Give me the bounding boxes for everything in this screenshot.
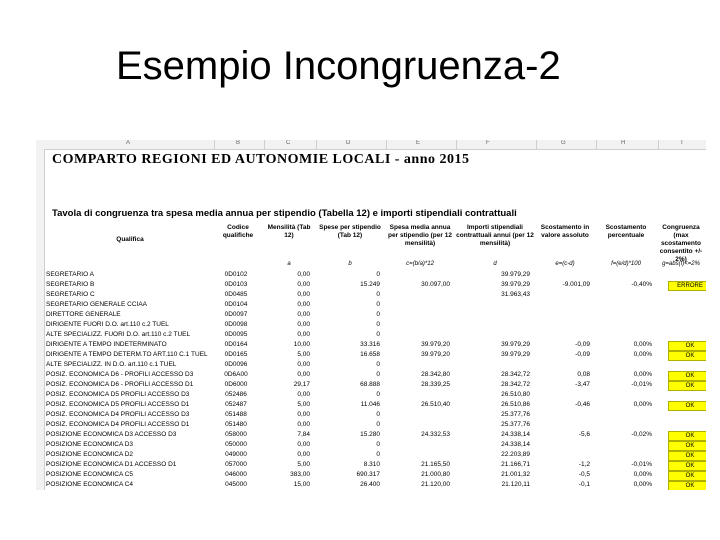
congruence-badge[interactable]: OK [668,441,706,451]
cell-q[interactable]: POSIZ. ECONOMICA D4 PROFILI ACCESSO D1 [46,421,190,428]
congruence-badge[interactable]: OK [668,381,706,391]
column-header: Spese per stipendio (Tab 12) [319,224,381,239]
cell-code[interactable]: 057000 [225,461,247,468]
cell-imp[interactable]: 39.979,29 [501,271,530,278]
cell-q[interactable]: POSIZIONE ECONOMICA D3 ACCESSO D3 [46,431,177,438]
cell-scost[interactable]: -1,2 [578,461,590,468]
cell-q[interactable]: SEGRETARIO GENERALE CCIAA [46,301,148,308]
cell-scost[interactable]: -0,09 [575,351,590,358]
cell-scost[interactable]: -9.001,09 [562,281,590,288]
table-row[interactable] [46,390,706,400]
cell-spese[interactable]: 0 [376,331,380,338]
cell-scost[interactable]: 0,08 [577,371,590,378]
cell-q[interactable]: POSIZ. ECONOMICA D6 - PROFILI ACCESSO D3 [46,371,194,378]
cell-perc[interactable]: -0,01% [631,381,652,388]
cell-mens[interactable]: 5,00 [297,461,310,468]
cell-q[interactable]: POSIZ. ECONOMICA D5 PROFILI ACCESSO D1 [46,401,190,408]
congruence-badge[interactable]: OK [668,471,706,481]
cell-q[interactable]: POSIZ. ECONOMICA D5 PROFILI ACCESSO D3 [46,391,190,398]
column-formula: c=(b/a)*12 [406,261,434,267]
column-formula: b [348,261,352,267]
cell-code[interactable]: 0D0098 [224,321,248,328]
cell-code[interactable]: 0D0104 [224,301,248,308]
cell-perc[interactable]: 0,00% [633,371,652,378]
cell-media[interactable]: 26.510,40 [421,401,450,408]
cell-spese[interactable]: 0 [376,371,380,378]
cell-spese[interactable]: 68.888 [360,381,380,388]
cell-imp[interactable]: 25.377,76 [501,421,530,428]
cell-code[interactable]: 0D0164 [224,341,248,348]
cell-mens[interactable]: 5,00 [297,351,310,358]
cell-code[interactable]: 051480 [225,421,247,428]
cell-spese[interactable]: 0 [376,321,380,328]
column-letter-a[interactable]: A [126,140,131,146]
cell-imp[interactable]: 24.338,14 [501,441,530,448]
cell-mens[interactable]: 0,00 [297,291,310,298]
table-row[interactable] [46,350,706,360]
cell-perc[interactable]: 0,00% [633,341,652,348]
table-row[interactable] [46,320,706,330]
column-header: Importi stipendiali contrattuali annui (per 12 mensilità) [456,224,534,247]
column-formula: a [287,261,291,267]
cell-imp[interactable]: 26.510,86 [501,401,530,408]
cell-perc[interactable]: 0,00% [633,471,652,478]
table-row[interactable] [46,410,706,420]
cell-spese[interactable]: 0 [376,301,380,308]
grid-line [658,140,659,149]
cell-media[interactable]: 24.332,53 [421,431,450,438]
column-header: Codice qualifiche [222,224,254,239]
cell-code[interactable]: 046000 [225,471,247,478]
table-row[interactable] [46,310,706,320]
cell-q[interactable]: ALTE SPECIALIZZ. FUORI D.O. art.110 c.2 TUEL [46,331,191,338]
cell-spese[interactable]: 0 [376,421,380,428]
cell-spese[interactable]: 0 [376,291,380,298]
column-header: Scostamento percentuale [605,224,647,239]
column-formula: g=abs(f)<=2% [662,261,700,267]
cell-media[interactable]: 30.097,00 [421,281,450,288]
column-header: Scostamento in valore assoluto [540,224,590,239]
table-row[interactable] [46,340,706,350]
cell-media[interactable]: 21.120,00 [421,481,450,488]
cell-spese[interactable]: 16.658 [360,351,380,358]
cell-media[interactable]: 28.339,25 [421,381,450,388]
table-row[interactable] [46,380,706,390]
cell-mens[interactable]: 0,00 [297,281,310,288]
congruence-badge[interactable]: OK [668,481,706,490]
cell-perc[interactable]: 0,00% [633,351,652,358]
cell-mens[interactable]: 0,00 [297,441,310,448]
table-row[interactable] [46,370,706,380]
congruence-badge[interactable]: OK [668,351,706,361]
cell-imp[interactable]: 31.963,43 [501,291,530,298]
cell-code[interactable]: 0D0095 [224,331,248,338]
column-header: Qualifica [116,236,144,243]
column-header: Congruenza (max scostamento consentito +/- 2%) [659,224,703,263]
cell-perc[interactable]: -0,40% [631,281,652,288]
cell-mens[interactable]: 0,00 [297,371,310,378]
grid-line [316,140,317,149]
grid-line [264,140,265,149]
cell-mens[interactable]: 15,00 [293,481,310,488]
cell-media[interactable]: 39.979,20 [421,351,450,358]
cell-mens[interactable]: 0,00 [297,321,310,328]
cell-mens[interactable]: 0,00 [297,311,310,318]
cell-scost[interactable]: -5,6 [578,431,590,438]
table-row[interactable] [46,360,706,370]
column-letter-f[interactable]: F [486,140,490,146]
cell-code[interactable]: 050000 [225,441,247,448]
cell-imp[interactable]: 21.166,71 [501,461,530,468]
table-row[interactable] [46,270,706,280]
table-row[interactable] [46,450,706,460]
table-row[interactable] [46,420,706,430]
cell-imp[interactable]: 24.338,14 [501,431,530,438]
cell-mens[interactable]: 383,00 [290,471,310,478]
cell-spese[interactable]: 26.400 [360,481,380,488]
cell-q[interactable]: POSIZIONE ECONOMICA D3 [46,441,134,448]
cell-mens[interactable]: 0,00 [297,421,310,428]
cell-code[interactable]: 052487 [225,401,247,408]
cell-spese[interactable]: 15.249 [360,281,380,288]
column-letter-g[interactable]: G [561,140,566,146]
cell-q[interactable]: SEGRETARIO A [46,271,94,278]
column-header: Spesa media annua per stipendio (per 12 mensilità) [388,224,452,247]
column-letter-header [36,140,706,150]
cell-scost[interactable]: -3,47 [575,381,590,388]
grid-line [596,140,597,149]
slide-title: Esempio Incongruenza-2 [116,44,561,88]
grid-line [536,140,537,149]
cell-q[interactable]: DIRIGENTE A TEMPO DETERM.TO ART.110 C.1 TUEL [46,351,208,358]
cell-spese[interactable]: 15.280 [360,431,380,438]
table-row[interactable] [46,460,706,470]
cell-code[interactable]: 0D0097 [224,311,248,318]
cell-scost[interactable]: -0,09 [575,341,590,348]
cell-mens[interactable]: 29,17 [293,381,310,388]
cell-spese[interactable]: 0 [376,271,380,278]
cell-code[interactable]: 0D0096 [224,361,248,368]
column-letter-d[interactable]: D [346,140,351,146]
table-row[interactable] [46,430,706,440]
cell-mens[interactable]: 0,00 [297,271,310,278]
congruence-badge[interactable]: OK [668,341,706,351]
congruence-badge[interactable]: OK [668,461,706,471]
column-header: Mensilità (Tab 12) [267,224,311,239]
cell-imp[interactable]: 21.001,32 [501,471,530,478]
cell-code[interactable]: 045000 [225,481,247,488]
cell-imp[interactable]: 22.203,89 [501,451,530,458]
cell-q[interactable]: DIRIGENTE FUORI D.O. art.110 c.2 TUEL [46,321,169,328]
column-letter-c[interactable]: C [286,140,291,146]
column-letter-e[interactable]: E [416,140,421,146]
cell-perc[interactable]: -0,02% [631,431,652,438]
sheet-heading: COMPARTO REGIONI ED AUTONOMIE LOCALI - anno 2015 [52,152,470,167]
cell-mens[interactable]: 0,00 [297,411,310,418]
cell-imp[interactable]: 21.120,11 [501,481,530,488]
cell-code[interactable]: 052486 [225,391,247,398]
cell-perc[interactable]: -0,01% [631,461,652,468]
congruence-badge[interactable]: ERRORE [668,281,706,291]
cell-q[interactable]: POSIZIONE ECONOMICA C4 [46,481,134,488]
grid-line [214,140,215,149]
table-row[interactable] [46,400,706,410]
cell-imp[interactable]: 28.342,72 [501,381,530,388]
column-letter-h[interactable]: H [621,140,626,146]
column-formula: f=(e/d)*100 [611,261,641,267]
cell-scost[interactable]: -0,1 [578,481,590,488]
cell-imp[interactable]: 39.979,29 [501,341,530,348]
cell-imp[interactable]: 28.342,72 [501,371,530,378]
cell-spese[interactable]: 8.310 [363,461,380,468]
cell-imp[interactable]: 39.979,29 [501,281,530,288]
cell-q[interactable]: SEGRETARIO C [46,291,95,298]
grid-line [386,140,387,149]
cell-media[interactable]: 21.000,80 [421,471,450,478]
cell-q[interactable]: DIRETTORE GENERALE [46,311,121,318]
cell-spese[interactable]: 690.317 [356,471,380,478]
cell-q[interactable]: SEGRETARIO B [46,281,95,288]
table-row[interactable] [46,440,706,450]
sheet-subheading: Tavola di congruenza tra spesa media annua per stipendio (Tabella 12) e importi stipendiali contrattuali [52,208,517,219]
cell-mens[interactable]: 0,00 [297,361,310,368]
congruence-badge[interactable]: OK [668,401,706,411]
table-row[interactable] [46,300,706,310]
cell-mens[interactable]: 5,00 [297,401,310,408]
cell-scost[interactable]: -0,5 [578,471,590,478]
table-row[interactable] [46,330,706,340]
cell-spese[interactable]: 0 [376,361,380,368]
cell-spese[interactable]: 0 [376,451,380,458]
cell-imp[interactable]: 26.510,80 [501,391,530,398]
cell-media[interactable]: 28.342,80 [421,371,450,378]
table-row[interactable] [46,290,706,300]
cell-spese[interactable]: 0 [376,391,380,398]
cell-spese[interactable]: 0 [376,441,380,448]
cell-code[interactable]: 058000 [225,431,247,438]
row-number-gutter [36,149,45,490]
congruence-badge[interactable]: OK [668,371,706,381]
cell-mens[interactable]: 0,00 [297,391,310,398]
cell-mens[interactable]: 10,00 [293,341,310,348]
cell-q[interactable]: POSIZIONE ECONOMICA D2 [46,451,134,458]
cell-code[interactable]: 0D6A00 [224,371,248,378]
table-row[interactable] [46,480,706,490]
cell-perc[interactable]: 0,00% [633,401,652,408]
spreadsheet [36,140,706,490]
cell-mens[interactable]: 0,00 [297,451,310,458]
congruence-badge[interactable]: OK [668,451,706,461]
cell-imp[interactable]: 25.377,76 [501,411,530,418]
cell-media[interactable]: 39.979,20 [421,341,450,348]
column-letter-i[interactable]: I [681,140,683,146]
cell-q[interactable]: POSIZ. ECONOMICA D4 PROFILI ACCESSO D3 [46,411,190,418]
cell-q[interactable]: POSIZIONE ECONOMICA D1 ACCESSO D1 [46,461,177,468]
cell-code[interactable]: 0D6000 [224,381,248,388]
column-letter-b[interactable]: B [236,140,241,146]
cell-mens[interactable]: 0,00 [297,301,310,308]
cell-code[interactable]: 0D0485 [224,291,248,298]
cell-q[interactable]: POSIZIONE ECONOMICA C5 [46,471,134,478]
cell-spese[interactable]: 11.046 [360,401,380,408]
cell-q[interactable]: ALTE SPECIALIZZ. IN D.O. art.110 c.1 TUEL [46,361,177,368]
table-row[interactable] [46,470,706,480]
cell-q[interactable]: DIRIGENTE A TEMPO INDETERMINATO [46,341,167,348]
column-formula: d [493,261,497,267]
cell-code[interactable]: 0D0165 [224,351,248,358]
cell-mens[interactable]: 0,00 [297,331,310,338]
cell-q[interactable]: POSIZ. ECONOMICA D6 - PROFILI ACCESSO D1 [46,381,194,388]
congruence-badge[interactable]: OK [668,431,706,441]
cell-imp[interactable]: 39.979,29 [501,351,530,358]
cell-spese[interactable]: 33.316 [360,341,380,348]
grid-line [456,140,457,149]
cell-spese[interactable]: 0 [376,411,380,418]
column-formula: e=(c-d) [555,261,575,267]
cell-perc[interactable]: 0,00% [633,481,652,488]
cell-media[interactable]: 21.165,50 [421,461,450,468]
cell-mens[interactable]: 7,84 [297,431,310,438]
cell-code[interactable]: 049000 [225,451,247,458]
cell-code[interactable]: 0D0103 [224,281,248,288]
cell-code[interactable]: 051488 [225,411,247,418]
table-row[interactable] [46,280,706,290]
cell-scost[interactable]: -0,46 [575,401,590,408]
cell-code[interactable]: 0D0102 [224,271,248,278]
cell-spese[interactable]: 0 [376,311,380,318]
